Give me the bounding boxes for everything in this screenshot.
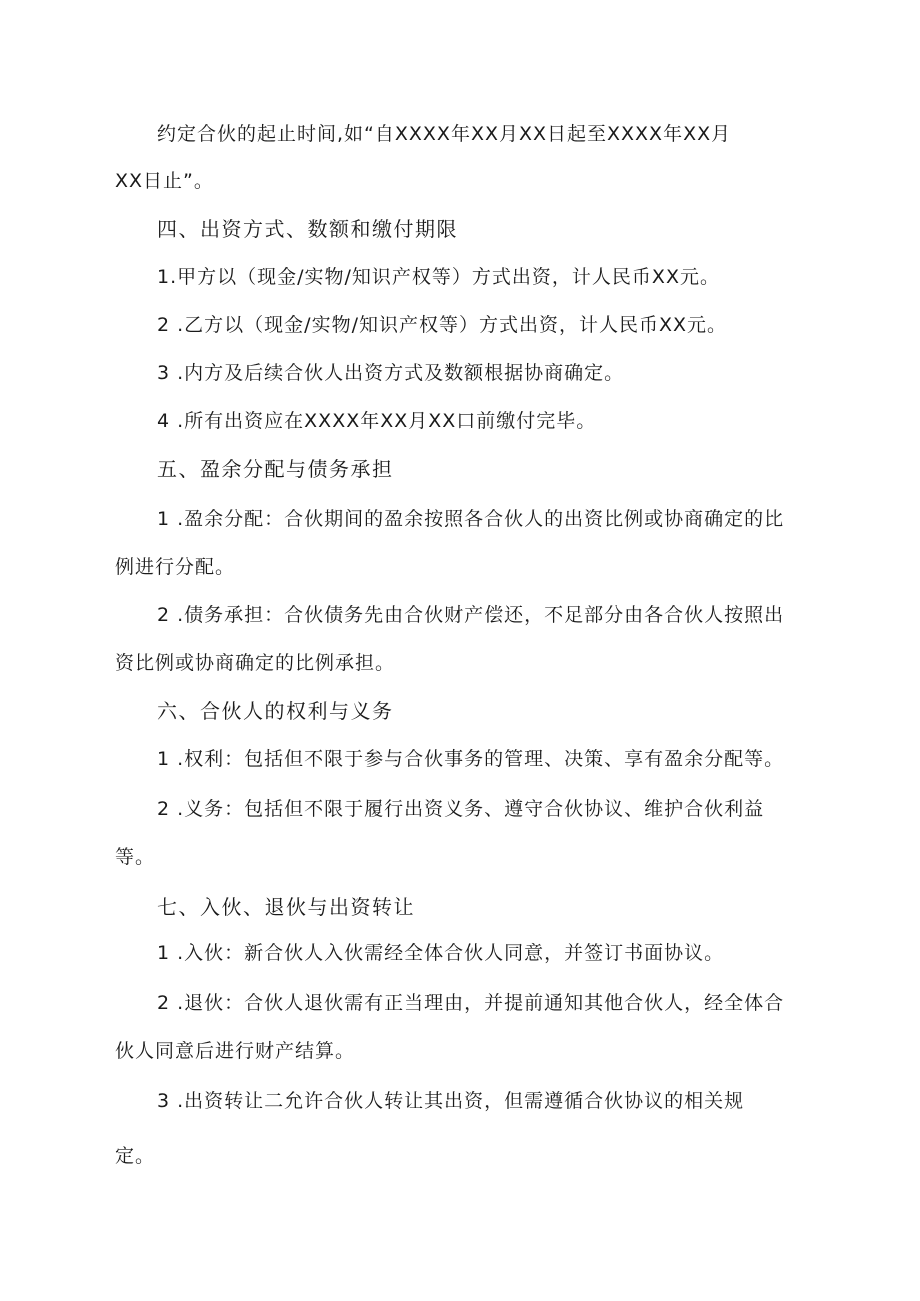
- paragraph-line: 2 .乙方以（现金/实物/知识产权等）方式出资，计人民币XX元。: [157, 314, 728, 336]
- paragraph-line: 3 .内方及后续合伙人出资方式及数额根据协商确定。: [157, 362, 625, 384]
- section-heading-4: 四、出资方式、数额和缴付期限: [157, 217, 458, 241]
- paragraph-line: 1 .入伙：新合伙人入伙需经全体合伙人同意，并签订书面协议。: [157, 942, 725, 964]
- section-heading-5: 五、盈余分配与债务承担: [157, 457, 394, 481]
- paragraph-line: 1.甲方以（现金/实物/知识产权等）方式出资，计人民币XX元。: [157, 266, 720, 288]
- paragraph-line: 1 .盈余分配：合伙期间的盈余按照各合伙人的出资比例或协商确定的比: [157, 508, 785, 530]
- paragraph-line: 伙人同意后进行财产结算。: [115, 1040, 356, 1062]
- section-heading-6: 六、合伙人的权利与义务: [157, 699, 394, 723]
- paragraph-line: 例进行分配。: [115, 556, 236, 578]
- paragraph-line: 4 .所有出资应在XXXX年XX月XX口前缴付完毕。: [157, 410, 597, 432]
- paragraph-line: 资比例或协商确定的比例承担。: [115, 652, 396, 674]
- paragraph-line: XX日止”。: [115, 170, 214, 192]
- paragraph-line: 2 .义务：包括但不限于履行出资义务、遵守合伙协议、维护合伙利益: [157, 798, 765, 820]
- paragraph-line: 约定合伙的起止时间,如“自XXXX年XX月XX日起至XXXX年XX月: [157, 123, 732, 145]
- paragraph-line: 3 .出资转让二允许合伙人转让其出资，但需遵循合伙协议的相关规: [157, 1090, 745, 1112]
- section-heading-7: 七、入伙、退伙与出资转让: [157, 895, 415, 919]
- paragraph-line: 2 .退伙：合伙人退伙需有正当理由，并提前通知其他合伙人，经全体合: [157, 992, 785, 1014]
- paragraph-line: 定。: [115, 1145, 156, 1167]
- paragraph-line: 2 .债务承担：合伙债务先由合伙财产偿还，不足部分由各合伙人按照出: [157, 604, 785, 626]
- paragraph-line: 等。: [115, 846, 156, 868]
- paragraph-line: 1 .权利：包括但不限于参与合伙事务的管理、决策、享有盈余分配等。: [157, 748, 785, 770]
